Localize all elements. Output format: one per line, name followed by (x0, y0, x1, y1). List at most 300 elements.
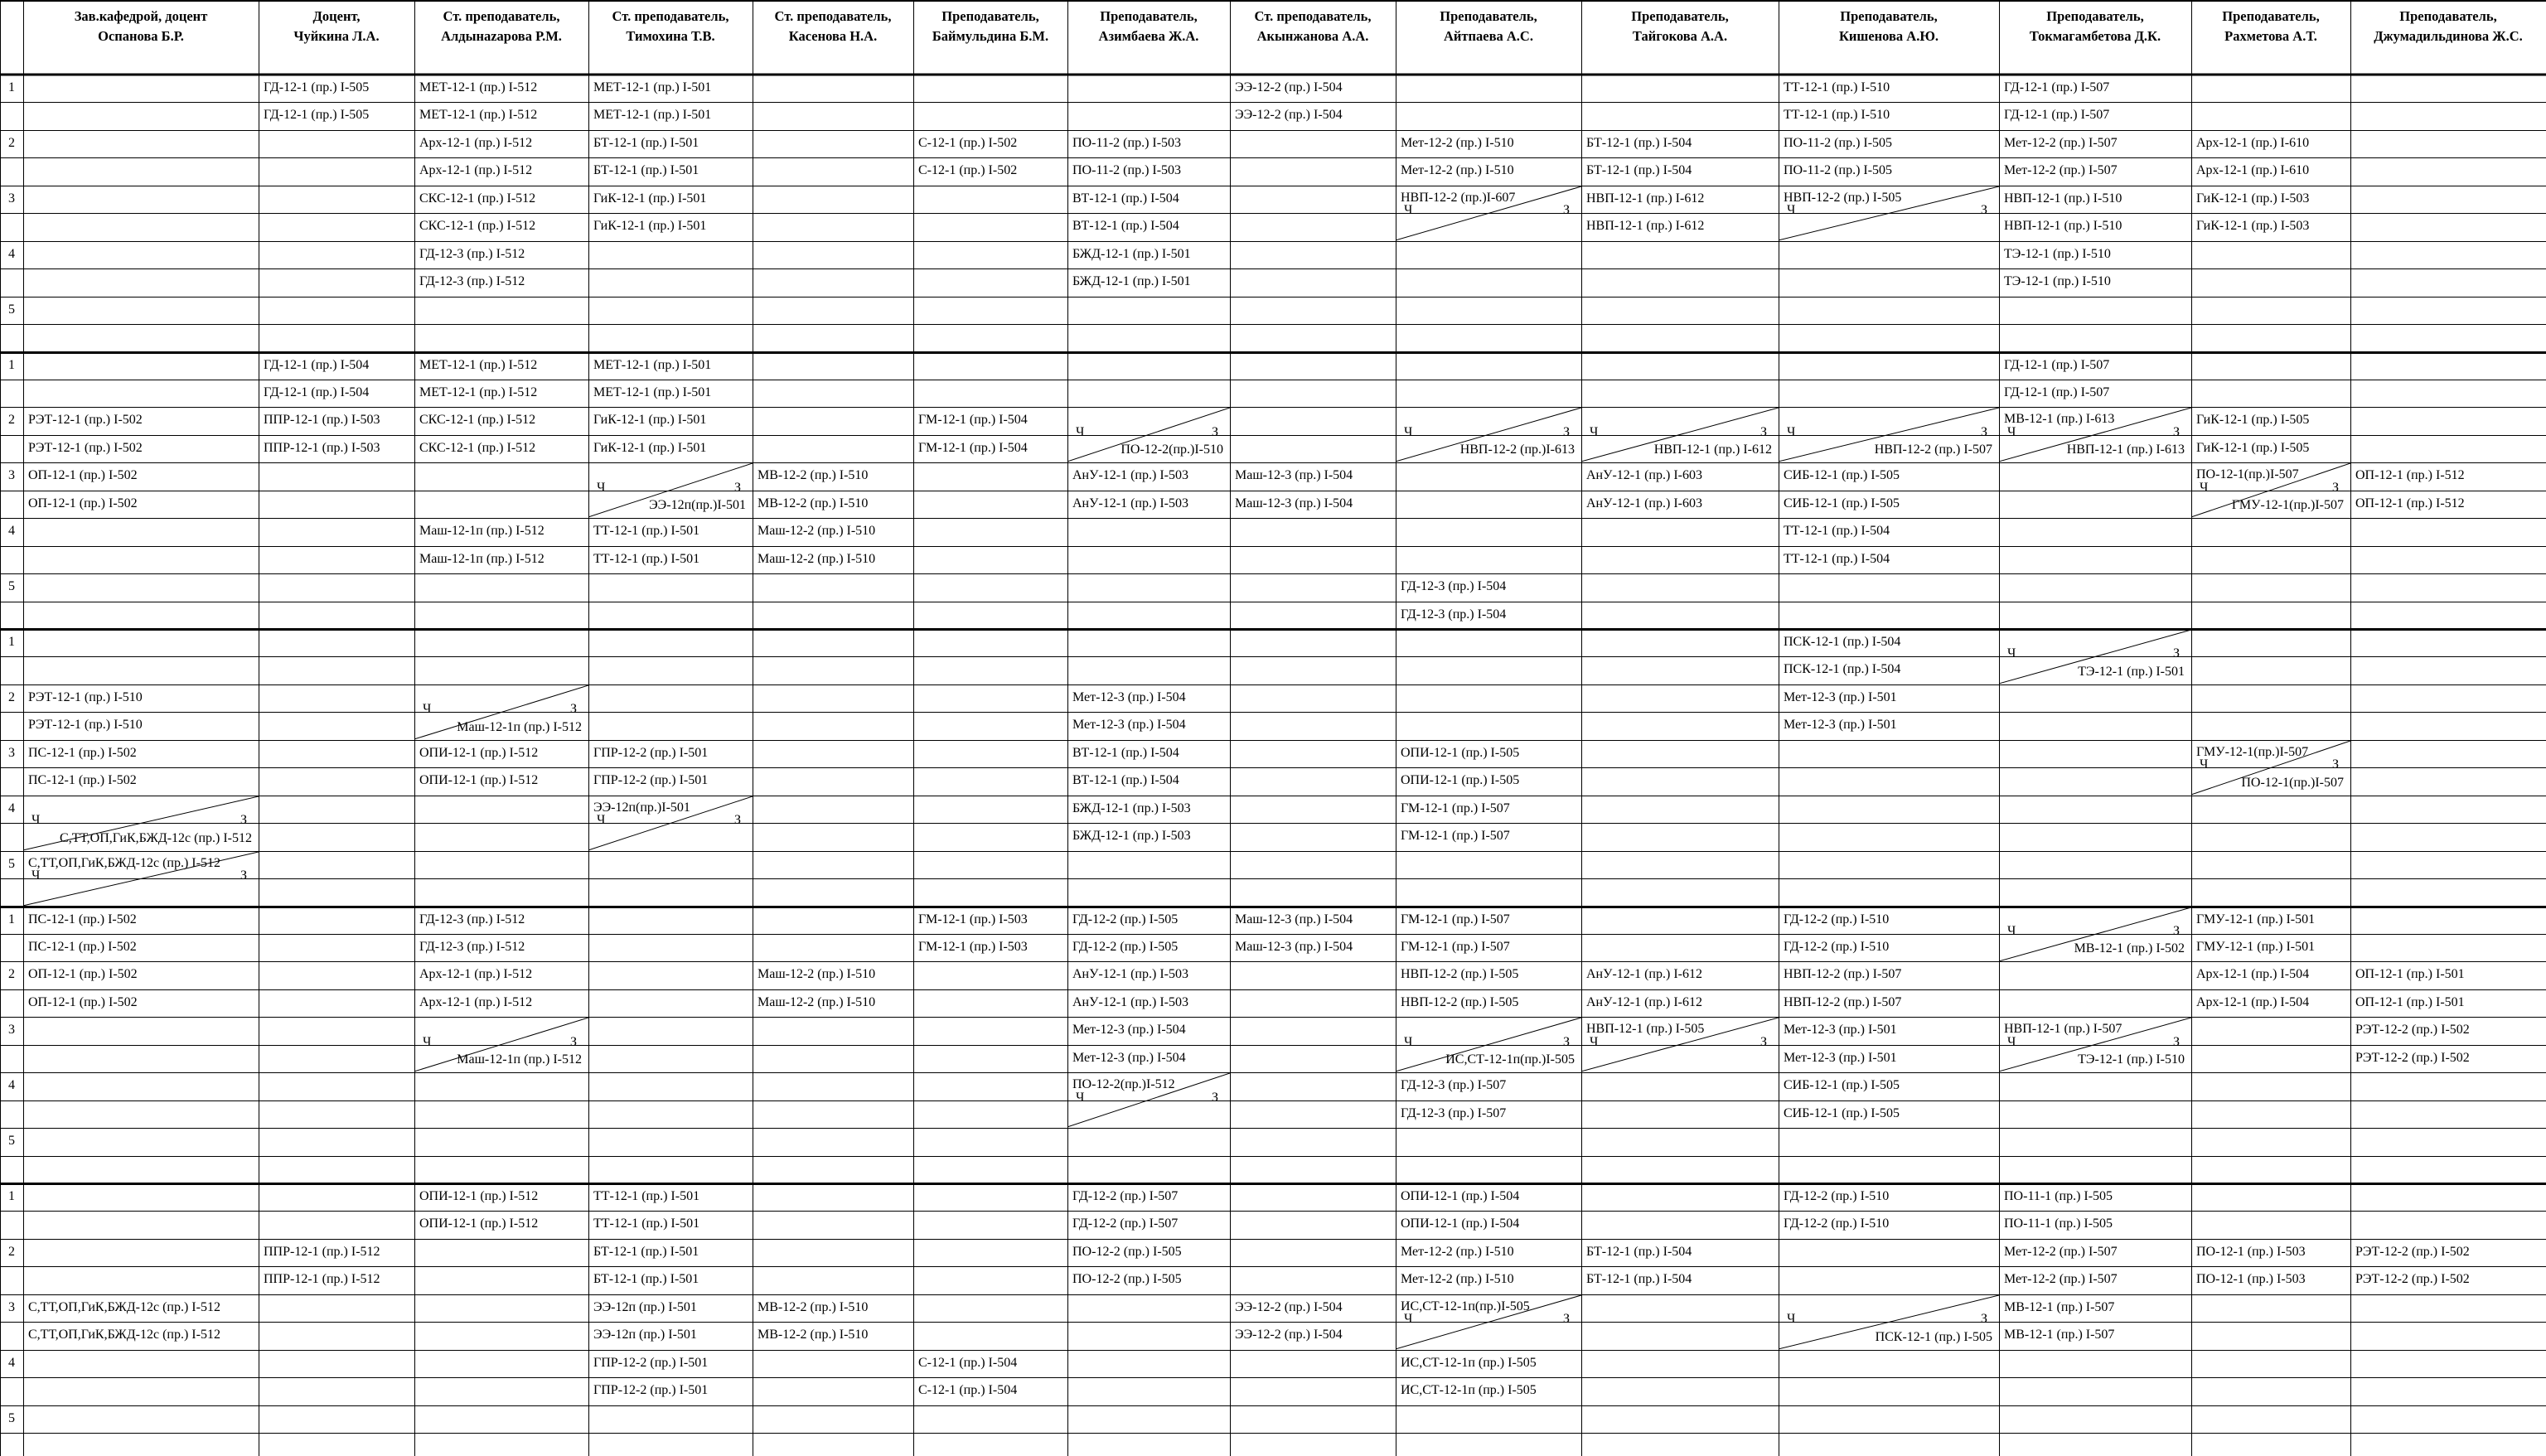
pair-number: 4 (8, 524, 15, 539)
lesson-entry: ПО-11-2 (пр.) I-503 (1072, 163, 1182, 178)
lesson-entry: МЕТ-12-1 (пр.) I-512 (419, 385, 538, 399)
week-mark-odd: З (240, 868, 248, 883)
lesson-entry: ОПИ-12-1 (пр.) I-512 (419, 745, 539, 760)
pair-number: 2 (8, 413, 15, 428)
lesson-entry: С-12-1 (пр.) I-502 (918, 163, 1018, 178)
lesson-entry: Арх-12-1 (пр.) I-504 (2196, 967, 2310, 982)
lesson-entry: МЕТ-12-1 (пр.) I-501 (593, 108, 712, 123)
lesson-entry: Арх-12-1 (пр.) I-512 (419, 994, 533, 1009)
lesson-entry: Маш-12-2 (пр.) I-510 (758, 524, 876, 539)
week-mark-even: Ч (2007, 646, 2016, 661)
lesson-entry: Арх-12-1 (пр.) I-504 (2196, 994, 2310, 1009)
lesson-entry: АнУ-12-1 (пр.) I-603 (1586, 496, 1702, 510)
lesson-entry: ГД-12-3 (пр.) I-512 (419, 912, 525, 926)
lesson-entry: НВП-12-2 (пр.) I-505 (1401, 994, 1519, 1009)
week-mark-odd: З (734, 813, 742, 828)
alternating-week-cell (1581, 1017, 1779, 1072)
lesson-entry-lower: НВП-12-2 (пр.) I-507 (1874, 443, 1992, 457)
lesson-entry: НВП-12-2 (пр.) I-507 (1784, 994, 1902, 1009)
alternating-week-cell (1999, 907, 2191, 962)
lesson-entry: Мет-12-3 (пр.) I-501 (1784, 1050, 1897, 1065)
lesson-entry: ОП-12-1 (пр.) I-501 (2355, 994, 2465, 1009)
lesson-entry: ОПИ-12-1 (пр.) I-512 (419, 1217, 539, 1231)
lesson-entry: ГМ-12-1 (пр.) I-507 (1401, 912, 1510, 926)
lesson-entry: ГПР-12-2 (пр.) I-501 (593, 1383, 709, 1398)
week-mark-odd: З (570, 702, 578, 717)
alternating-week-cell (2191, 462, 2350, 518)
lesson-entry: МЕТ-12-1 (пр.) I-501 (593, 385, 712, 399)
lesson-entry: БТ-12-1 (пр.) I-501 (593, 1244, 699, 1259)
lesson-entry: ГиК-12-1 (пр.) I-501 (593, 413, 707, 428)
week-mark-even: Ч (31, 813, 41, 828)
lesson-entry: МВ-12-2 (пр.) I-510 (758, 496, 869, 510)
lesson-entry-lower: ПО-12-1(пр.)I-507 (2241, 775, 2344, 790)
teacher-header: Доцент, Чуйкина Л.А. (293, 8, 380, 44)
lesson-entry: ВТ-12-1 (пр.) I-504 (1072, 191, 1179, 206)
pair-number: 2 (8, 967, 15, 982)
lesson-entry: ПО-12-1 (пр.) I-503 (2196, 1272, 2306, 1287)
lesson-entry: РЭТ-12-1 (пр.) I-510 (28, 718, 143, 733)
lesson-entry: ЭЭ-12-2 (пр.) I-504 (1235, 1328, 1343, 1342)
lesson-entry: ГМ-12-1 (пр.) I-507 (1401, 829, 1510, 844)
pair-number: 4 (8, 801, 15, 815)
teacher-header: Преподаватель, Баймульдина Б.М. (932, 8, 1049, 44)
week-mark-odd: З (1981, 203, 1988, 218)
lesson-entry: Маш-12-2 (пр.) I-510 (758, 967, 876, 982)
lesson-entry: ТТ-12-1 (пр.) I-504 (1784, 551, 1890, 566)
teacher-header: Преподаватель, Тайгокова А.А. (1631, 8, 1729, 44)
pair-number: 4 (8, 1078, 15, 1093)
alternating-week-cell (1999, 1017, 2191, 1072)
lesson-entry: Мет-12-2 (пр.) I-507 (2004, 163, 2118, 178)
lesson-entry: ППР-12-1 (пр.) I-512 (264, 1272, 380, 1287)
lesson-entry: Мет-12-2 (пр.) I-507 (2004, 1272, 2118, 1287)
lesson-entry: Маш-12-3 (пр.) I-504 (1235, 468, 1353, 483)
lesson-entry: ЭЭ-12п (пр.) I-501 (593, 1328, 697, 1342)
lesson-entry-upper: С,ТТ,ОП,ГиК,БЖД-12с (пр.) I-512 (28, 855, 220, 870)
lesson-entry: МЕТ-12-1 (пр.) I-512 (419, 80, 538, 94)
teacher-header: Преподаватель, Рахметова А.Т. (2222, 8, 2320, 44)
week-mark-even: Ч (1404, 1312, 1413, 1327)
lesson-entry: ГиК-12-1 (пр.) I-501 (593, 219, 707, 234)
lesson-entry: Маш-12-3 (пр.) I-504 (1235, 912, 1353, 926)
lesson-entry: ГД-12-2 (пр.) I-505 (1072, 912, 1179, 926)
lesson-entry: ППР-12-1 (пр.) I-503 (264, 440, 380, 455)
week-mark-odd: З (1981, 424, 1988, 439)
lesson-entry: Мет-12-2 (пр.) I-510 (1401, 1272, 1514, 1287)
lesson-entry: ТТ-12-1 (пр.) I-504 (1784, 524, 1890, 539)
pair-number: 4 (8, 246, 15, 261)
lesson-entry: ПС-12-1 (пр.) I-502 (28, 939, 137, 954)
alternating-week-cell (1999, 629, 2191, 684)
week-mark-even: Ч (1590, 1034, 1599, 1049)
lesson-entry: ППР-12-1 (пр.) I-512 (264, 1244, 380, 1259)
lesson-entry: ЭЭ-12-2 (пр.) I-504 (1235, 80, 1343, 94)
lesson-entry: ТТ-12-1 (пр.) I-501 (593, 1189, 700, 1203)
week-mark-even: Ч (423, 1034, 432, 1049)
lesson-entry: РЭТ-12-1 (пр.) I-510 (28, 689, 143, 704)
alternating-week-cell (1396, 1017, 1581, 1072)
lesson-entry: ГД-12-1 (пр.) I-504 (264, 357, 370, 372)
week-mark-odd: З (734, 480, 742, 495)
lesson-entry: С-12-1 (пр.) I-504 (918, 1383, 1018, 1398)
lesson-entry: ГД-12-3 (пр.) I-507 (1401, 1078, 1507, 1093)
lesson-entry: ОП-12-1 (пр.) I-502 (28, 967, 138, 982)
week-mark-even: Ч (1787, 1312, 1796, 1327)
lesson-entry: ПС-12-1 (пр.) I-502 (28, 773, 137, 788)
lesson-entry: НВП-12-1 (пр.) I-612 (1586, 219, 1705, 234)
lesson-entry: ГД-12-1 (пр.) I-507 (2004, 80, 2110, 94)
teacher-header: Преподаватель, Джумадильдинова Ж.С. (2374, 8, 2523, 44)
pair-number: 3 (8, 745, 15, 760)
lesson-entry: РЭТ-12-1 (пр.) I-502 (28, 413, 143, 428)
week-mark-even: Ч (2200, 480, 2209, 495)
lesson-entry: Арх-12-1 (пр.) I-512 (419, 135, 533, 150)
lesson-entry: СИБ-12-1 (пр.) I-505 (1784, 468, 1900, 483)
pair-number: 3 (8, 1299, 15, 1314)
week-mark-odd: З (570, 1034, 578, 1049)
lesson-entry-lower: ТЭ-12-1 (пр.) I-510 (2078, 1052, 2185, 1067)
lesson-entry: Арх-12-1 (пр.) I-610 (2196, 135, 2310, 150)
lesson-entry: ГД-12-1 (пр.) I-507 (2004, 108, 2110, 123)
lesson-entry-upper: ЭЭ-12п(пр.)I-501 (593, 800, 690, 815)
lesson-entry: БЖД-12-1 (пр.) I-503 (1072, 829, 1191, 844)
lesson-entry: НВП-12-1 (пр.) I-510 (2004, 191, 2122, 206)
week-mark-odd: З (1563, 1034, 1571, 1049)
lesson-entry: МЕТ-12-1 (пр.) I-501 (593, 80, 712, 94)
lesson-entry: ЭЭ-12-2 (пр.) I-504 (1235, 108, 1343, 123)
week-mark-odd: З (2332, 757, 2340, 772)
lesson-entry: ГД-12-1 (пр.) I-504 (264, 385, 370, 399)
lesson-entry: СКС-12-1 (пр.) I-512 (419, 440, 536, 455)
lesson-entry: Арх-12-1 (пр.) I-512 (419, 967, 533, 982)
lesson-entry-lower: МВ-12-1 (пр.) I-502 (2074, 941, 2185, 956)
week-mark-odd: З (2173, 646, 2181, 661)
lesson-entry: РЭТ-12-2 (пр.) I-502 (2355, 1023, 2470, 1038)
week-mark-even: Ч (1404, 1034, 1413, 1049)
lesson-entry: ГМУ-12-1 (пр.) I-501 (2196, 912, 2316, 926)
lesson-entry: БЖД-12-1 (пр.) I-503 (1072, 801, 1191, 815)
lesson-entry-upper: ИС,СТ-12-1п(пр.)I-505 (1401, 1299, 1530, 1313)
pair-number: 1 (8, 635, 15, 649)
lesson-entry: ГД-12-2 (пр.) I-510 (1784, 912, 1890, 926)
pair-number: 5 (8, 302, 15, 317)
alternating-week-cell (1396, 407, 1581, 462)
lesson-entry: Маш-12-1п (пр.) I-512 (419, 524, 545, 539)
lesson-entry: ПО-12-2 (пр.) I-505 (1072, 1244, 1182, 1259)
week-mark-even: Ч (597, 813, 606, 828)
lesson-entry: МВ-12-2 (пр.) I-510 (758, 1299, 869, 1314)
alternating-week-cell (2191, 740, 2350, 796)
lesson-entry: СИБ-12-1 (пр.) I-505 (1784, 1078, 1900, 1093)
lesson-entry: ГД-12-3 (пр.) I-512 (419, 274, 525, 289)
week-mark-odd: З (2173, 424, 2181, 439)
lesson-entry: ГМУ-12-1 (пр.) I-501 (2196, 939, 2316, 954)
alternating-week-cell (588, 796, 753, 851)
lesson-entry: Мет-12-2 (пр.) I-507 (2004, 135, 2118, 150)
teacher-header: Ст. преподаватель, Акынжанова А.А. (1254, 8, 1372, 44)
alternating-week-cell (1779, 407, 1999, 462)
teacher-header: Ст. преподаватель, Касенова Н.А. (774, 8, 892, 44)
lesson-entry: ТТ-12-1 (пр.) I-510 (1784, 80, 1890, 94)
lesson-entry: ОПИ-12-1 (пр.) I-512 (419, 1189, 539, 1203)
lesson-entry-lower: Маш-12-1п (пр.) I-512 (457, 719, 582, 734)
pair-number: 1 (8, 912, 15, 926)
week-mark-odd: З (1760, 424, 1768, 439)
week-mark-odd: З (1212, 424, 1219, 439)
lesson-entry: СИБ-12-1 (пр.) I-505 (1784, 496, 1900, 510)
lesson-entry: МВ-12-1 (пр.) I-507 (2004, 1299, 2115, 1314)
lesson-entry: СКС-12-1 (пр.) I-512 (419, 413, 536, 428)
lesson-entry: ГД-12-1 (пр.) I-505 (264, 80, 370, 94)
teacher-header: Зав.кафедрой, доцент Оспанова Б.Р. (74, 8, 208, 44)
lesson-entry: АнУ-12-1 (пр.) I-503 (1072, 496, 1188, 510)
lesson-entry: ГиК-12-1 (пр.) I-505 (2196, 413, 2310, 428)
lesson-entry: Мет-12-3 (пр.) I-504 (1072, 1023, 1186, 1038)
week-mark-odd: З (2173, 923, 2181, 938)
lesson-entry: ПО-11-2 (пр.) I-503 (1072, 135, 1182, 150)
lesson-entry: ОП-12-1 (пр.) I-502 (28, 994, 138, 1009)
lesson-entry-upper: ПО-12-1(пр.)I-507 (2196, 467, 2299, 482)
lesson-entry: БТ-12-1 (пр.) I-501 (593, 163, 699, 178)
lesson-entry: С-12-1 (пр.) I-502 (918, 135, 1018, 150)
lesson-entry-upper: НВП-12-1 (пр.) I-505 (1586, 1022, 1705, 1037)
lesson-entry-upper: НВП-12-2 (пр.) I-505 (1784, 190, 1902, 205)
lesson-entry: ИС,СТ-12-1п (пр.) I-505 (1401, 1355, 1537, 1370)
lesson-entry-lower: С,ТТ,ОП,ГиК,БЖД-12с (пр.) I-512 (60, 830, 252, 845)
lesson-entry: Маш-12-3 (пр.) I-504 (1235, 496, 1353, 510)
lesson-entry: Маш-12-2 (пр.) I-510 (758, 551, 876, 566)
lesson-entry: Маш-12-2 (пр.) I-510 (758, 994, 876, 1009)
lesson-entry: МЕТ-12-1 (пр.) I-501 (593, 357, 712, 372)
week-mark-even: Ч (2007, 1034, 2016, 1049)
lesson-entry-upper: НВП-12-1 (пр.) I-507 (2004, 1022, 2122, 1037)
lesson-entry: ГД-12-3 (пр.) I-507 (1401, 1105, 1507, 1120)
week-mark-even: Ч (1404, 203, 1413, 218)
lesson-entry: БТ-12-1 (пр.) I-504 (1586, 163, 1692, 178)
week-mark-odd: З (1563, 424, 1571, 439)
lesson-entry: ПО-11-1 (пр.) I-505 (2004, 1217, 2113, 1231)
lesson-entry: ОПИ-12-1 (пр.) I-505 (1401, 773, 1520, 788)
lesson-entry: С,ТТ,ОП,ГиК,БЖД-12с (пр.) I-512 (28, 1299, 220, 1314)
lesson-entry: РЭТ-12-2 (пр.) I-502 (2355, 1272, 2470, 1287)
lesson-entry: ОПИ-12-1 (пр.) I-504 (1401, 1189, 1520, 1203)
pair-number: 3 (8, 191, 15, 206)
lesson-entry: ОПИ-12-1 (пр.) I-512 (419, 773, 539, 788)
teacher-header: Ст. преподаватель, Тимохина Т.В. (612, 8, 729, 44)
lesson-entry-lower: ТЭ-12-1 (пр.) I-501 (2078, 664, 2185, 679)
alternating-week-cell (1779, 186, 1999, 241)
lesson-entry: ТТ-12-1 (пр.) I-501 (593, 1217, 700, 1231)
lesson-entry: Мет-12-2 (пр.) I-510 (1401, 135, 1514, 150)
lesson-entry: ГД-12-1 (пр.) I-505 (264, 108, 370, 123)
lesson-entry-lower: ГМУ-12-1(пр.)I-507 (2231, 498, 2344, 513)
lesson-entry: БТ-12-1 (пр.) I-504 (1586, 135, 1692, 150)
lesson-entry: СИБ-12-1 (пр.) I-505 (1784, 1105, 1900, 1120)
pair-number: 1 (8, 1189, 15, 1203)
week-mark-even: Ч (423, 702, 432, 717)
lesson-entry-lower: НВП-12-1 (пр.) I-612 (1653, 443, 1772, 457)
lesson-entry: БТ-12-1 (пр.) I-501 (593, 135, 699, 150)
week-mark-even: Ч (1787, 424, 1796, 439)
lesson-entry: РЭТ-12-2 (пр.) I-502 (2355, 1244, 2470, 1259)
week-mark-even: Ч (1076, 1090, 1085, 1105)
pair-number: 5 (8, 1410, 15, 1425)
lesson-entry: ТТ-12-1 (пр.) I-501 (593, 524, 700, 539)
lesson-entry: НВП-12-2 (пр.) I-507 (1784, 967, 1902, 982)
lesson-entry-upper: ПО-12-2(пр.)I-512 (1072, 1077, 1175, 1092)
lesson-entry-lower: ИС,СТ-12-1п(пр.)I-505 (1445, 1052, 1575, 1067)
pair-number: 3 (8, 468, 15, 483)
lesson-entry: ГД-12-1 (пр.) I-507 (2004, 357, 2110, 372)
lesson-entry: АнУ-12-1 (пр.) I-503 (1072, 468, 1188, 483)
lesson-entry: ТТ-12-1 (пр.) I-510 (1784, 108, 1890, 123)
lesson-entry: ВТ-12-1 (пр.) I-504 (1072, 745, 1179, 760)
week-mark-odd: З (1981, 1312, 1988, 1327)
week-mark-even: Ч (597, 480, 606, 495)
teacher-header: Преподаватель, Кишенова А.Ю. (1838, 8, 1939, 44)
lesson-entry: Мет-12-3 (пр.) I-504 (1072, 689, 1186, 704)
week-mark-even: Ч (1076, 424, 1085, 439)
lesson-entry: ГД-12-1 (пр.) I-507 (2004, 385, 2110, 399)
lesson-entry-lower: ПСК-12-1 (пр.) I-505 (1875, 1329, 1992, 1344)
lesson-entry-upper: НВП-12-2 (пр.)I-607 (1401, 190, 1516, 205)
teacher-header: Ст. преподаватель, Алдынazaрова Р.М. (441, 8, 562, 44)
pair-number: 5 (8, 856, 15, 871)
lesson-entry: ОП-12-1 (пр.) I-512 (2355, 496, 2465, 510)
lesson-entry: ГД-12-3 (пр.) I-512 (419, 939, 525, 954)
week-mark-odd: З (1563, 1312, 1571, 1327)
lesson-entry: Маш-12-1п (пр.) I-512 (419, 551, 545, 566)
alternating-week-cell (1396, 1294, 1581, 1350)
lesson-entry: ГПР-12-2 (пр.) I-501 (593, 773, 709, 788)
lesson-entry: ГД-12-3 (пр.) I-512 (419, 246, 525, 261)
lesson-entry: Мет-12-2 (пр.) I-510 (1401, 1244, 1514, 1259)
lesson-entry: ПО-12-2 (пр.) I-505 (1072, 1272, 1182, 1287)
lesson-entry: СКС-12-1 (пр.) I-512 (419, 191, 536, 206)
lesson-entry: ГД-12-3 (пр.) I-504 (1401, 607, 1507, 622)
alternating-week-cell (23, 796, 259, 851)
pair-number: 2 (8, 689, 15, 704)
teacher-header: Преподаватель, Айтпаева А.С. (1440, 8, 1537, 44)
lesson-entry: ПС-12-1 (пр.) I-502 (28, 745, 137, 760)
lesson-entry: ГМ-12-1 (пр.) I-504 (918, 440, 1028, 455)
lesson-entry-upper: МВ-12-1 (пр.) I-613 (2004, 412, 2115, 427)
week-mark-even: Ч (2007, 424, 2016, 439)
lesson-entry: ОПИ-12-1 (пр.) I-504 (1401, 1217, 1520, 1231)
week-mark-odd: З (2173, 1034, 2181, 1049)
week-mark-odd: З (1563, 203, 1571, 218)
lesson-entry: МВ-12-2 (пр.) I-510 (758, 468, 869, 483)
week-mark-odd: З (2332, 480, 2340, 495)
lesson-entry-lower: Маш-12-1п (пр.) I-512 (457, 1052, 582, 1067)
lesson-entry: ГД-12-2 (пр.) I-510 (1784, 1217, 1890, 1231)
lesson-entry: МЕТ-12-1 (пр.) I-512 (419, 108, 538, 123)
lesson-entry: НВП-12-1 (пр.) I-510 (2004, 219, 2122, 234)
lesson-entry: ПО-11-2 (пр.) I-505 (1784, 135, 1893, 150)
lesson-entry: ГД-12-2 (пр.) I-507 (1072, 1189, 1179, 1203)
lesson-entry: Мет-12-2 (пр.) I-510 (1401, 163, 1514, 178)
lesson-entry: Арх-12-1 (пр.) I-512 (419, 163, 533, 178)
lesson-entry: ГиК-12-1 (пр.) I-505 (2196, 440, 2310, 455)
lesson-entry: С-12-1 (пр.) I-504 (918, 1355, 1018, 1370)
lesson-entry: БТ-12-1 (пр.) I-501 (593, 1272, 699, 1287)
teacher-header: Преподаватель, Токмагамбетова Д.К. (2029, 8, 2161, 44)
lesson-entry: ГМ-12-1 (пр.) I-507 (1401, 939, 1510, 954)
lesson-entry: ГиК-12-1 (пр.) I-503 (2196, 191, 2310, 206)
lesson-entry: ВТ-12-1 (пр.) I-504 (1072, 773, 1179, 788)
lesson-entry: ПО-12-1 (пр.) I-503 (2196, 1244, 2306, 1259)
lesson-entry: МЕТ-12-1 (пр.) I-512 (419, 357, 538, 372)
lesson-entry: БТ-12-1 (пр.) I-504 (1586, 1244, 1692, 1259)
lesson-entry: ГПР-12-2 (пр.) I-501 (593, 1355, 709, 1370)
lesson-entry-lower: НВП-12-1 (пр.) I-613 (2066, 443, 2185, 457)
lesson-entry: ЭЭ-12п (пр.) I-501 (593, 1299, 697, 1314)
lesson-entry: РЭТ-12-1 (пр.) I-502 (28, 440, 143, 455)
lesson-entry: ГД-12-3 (пр.) I-504 (1401, 579, 1507, 594)
lesson-entry: ПО-11-2 (пр.) I-505 (1784, 163, 1893, 178)
alternating-week-cell (1067, 1072, 1230, 1128)
lesson-entry: Мет-12-3 (пр.) I-504 (1072, 718, 1186, 733)
week-mark-even: Ч (2007, 923, 2016, 938)
pair-number: 5 (8, 579, 15, 594)
lesson-entry: АнУ-12-1 (пр.) I-503 (1072, 967, 1188, 982)
alternating-week-cell (1581, 407, 1779, 462)
lesson-entry: АнУ-12-1 (пр.) I-612 (1586, 994, 1702, 1009)
lesson-entry: ПС-12-1 (пр.) I-502 (28, 912, 137, 926)
lesson-entry: МВ-12-1 (пр.) I-507 (2004, 1328, 2115, 1342)
lesson-entry: ТТ-12-1 (пр.) I-501 (593, 551, 700, 566)
lesson-entry: ОП-12-1 (пр.) I-502 (28, 468, 138, 483)
lesson-entry: ОП-12-1 (пр.) I-502 (28, 496, 138, 510)
lesson-entry: Мет-12-3 (пр.) I-501 (1784, 1023, 1897, 1038)
lesson-entry: Мет-12-2 (пр.) I-507 (2004, 1244, 2118, 1259)
alternating-week-cell (414, 1017, 588, 1072)
lesson-entry: ГиК-12-1 (пр.) I-501 (593, 440, 707, 455)
lesson-entry: ГМ-12-1 (пр.) I-507 (1401, 801, 1510, 815)
lesson-entry: АнУ-12-1 (пр.) I-612 (1586, 967, 1702, 982)
lesson-entry: ТЭ-12-1 (пр.) I-510 (2004, 274, 2111, 289)
lesson-entry: Мет-12-3 (пр.) I-501 (1784, 718, 1897, 733)
alternating-week-cell (23, 851, 259, 907)
lesson-entry: ГМ-12-1 (пр.) I-503 (918, 912, 1028, 926)
week-mark-even: Ч (1404, 424, 1413, 439)
lesson-entry: МВ-12-2 (пр.) I-510 (758, 1328, 869, 1342)
lesson-entry: БЖД-12-1 (пр.) I-501 (1072, 246, 1191, 261)
lesson-entry: ГМ-12-1 (пр.) I-504 (918, 413, 1028, 428)
pair-number: 5 (8, 1134, 15, 1149)
lesson-entry: Маш-12-3 (пр.) I-504 (1235, 939, 1353, 954)
lesson-entry-lower: НВП-12-2 (пр.)I-613 (1459, 443, 1575, 457)
lesson-entry: НВП-12-1 (пр.) I-612 (1586, 191, 1705, 206)
lesson-entry: Мет-12-3 (пр.) I-501 (1784, 689, 1897, 704)
pair-number: 1 (8, 80, 15, 94)
lesson-entry: БТ-12-1 (пр.) I-504 (1586, 1272, 1692, 1287)
alternating-week-cell (1067, 407, 1230, 462)
lesson-entry: ИС,СТ-12-1п (пр.) I-505 (1401, 1383, 1537, 1398)
pair-number: 3 (8, 1023, 15, 1038)
lesson-entry: ОПИ-12-1 (пр.) I-505 (1401, 745, 1520, 760)
alternating-week-cell (1999, 407, 2191, 462)
lesson-entry: ГПР-12-2 (пр.) I-501 (593, 745, 709, 760)
lesson-entry: ГД-12-2 (пр.) I-507 (1072, 1217, 1179, 1231)
lesson-entry: Мет-12-3 (пр.) I-504 (1072, 1050, 1186, 1065)
lesson-entry: ТЭ-12-1 (пр.) I-510 (2004, 246, 2111, 261)
lesson-entry: ВТ-12-1 (пр.) I-504 (1072, 219, 1179, 234)
lesson-entry: ОП-12-1 (пр.) I-512 (2355, 468, 2465, 483)
lesson-entry: РЭТ-12-2 (пр.) I-502 (2355, 1050, 2470, 1065)
pair-number: 1 (8, 357, 15, 372)
